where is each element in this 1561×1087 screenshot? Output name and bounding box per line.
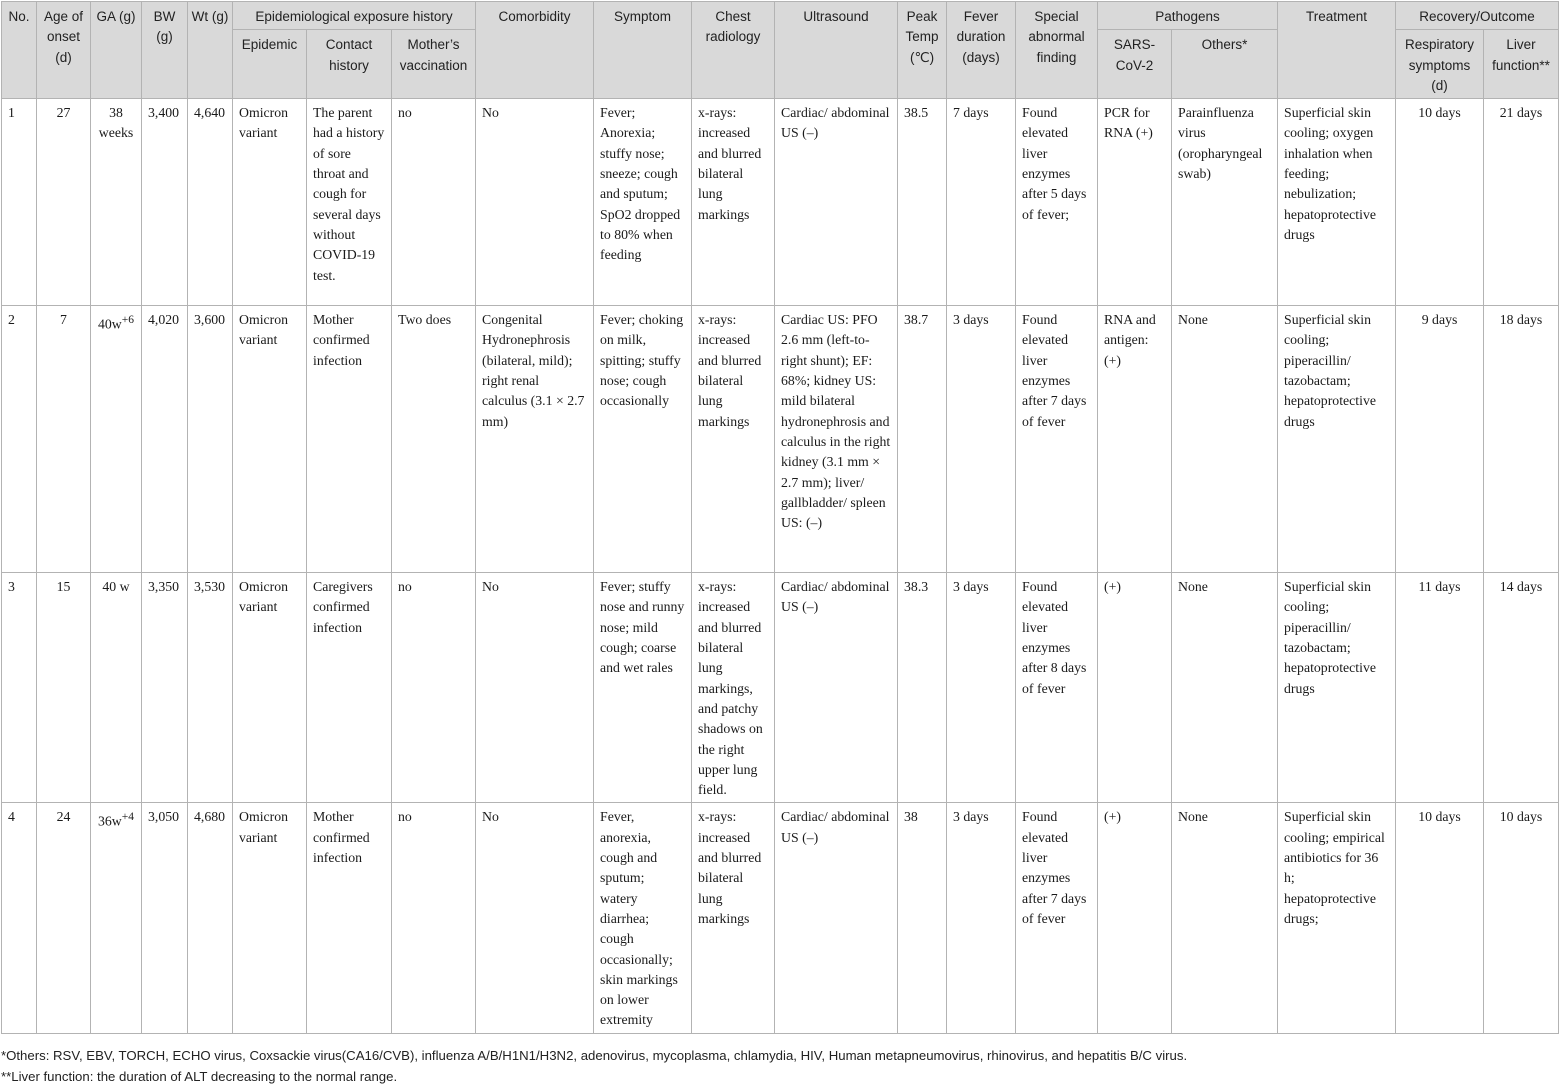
cell-symptom: Fever, anorexia, cough and sputum; watery diarrhea; cough occasionally; skin markings on lower extremity	[594, 803, 692, 1033]
cell-chest-radiology: x-rays: increased and blurred bilateral lung markings, and patchy shadows on the right upper lung field.	[692, 573, 775, 803]
header-sars-cov-2: SARS-CoV-2	[1098, 30, 1172, 99]
cell-liver-function: 10 days	[1484, 803, 1559, 1033]
cell-bw: 3,050	[142, 803, 188, 1033]
cell-age: 15	[37, 573, 91, 803]
header-peak-temp: Peak Temp (℃)	[898, 2, 947, 99]
cell-peak-temp: 38.5	[898, 99, 947, 306]
cell-treatment: Superficial skin cooling; piperacillin/ tazobactam; hepatoprotective drugs	[1278, 306, 1396, 573]
cell-liver-function: 14 days	[1484, 573, 1559, 803]
cell-ultrasound: Cardiac/ abdominal US (–)	[775, 99, 898, 306]
cell-sars-cov-2: PCR for RNA (+)	[1098, 99, 1172, 306]
cell-chest-radiology: x-rays: increased and blurred bilateral lung markings	[692, 803, 775, 1033]
cell-symptom: Fever; stuffy nose and runny nose; mild cough; coarse and wet rales	[594, 573, 692, 803]
cell-others: None	[1172, 573, 1278, 803]
table-row	[2, 573, 1559, 803]
cell-no: 3	[2, 573, 37, 803]
header-recovery-group: Recovery/Outcome	[1396, 2, 1559, 30]
cell-comorbidity: No	[476, 573, 594, 803]
ga-value: 38 weeks	[99, 105, 133, 140]
header-wt: Wt (g)	[188, 2, 233, 99]
header-age-of-onset: Age of onset (d)	[37, 2, 91, 99]
table-row	[2, 99, 1559, 306]
cell-ga	[91, 306, 142, 573]
cell-liver-function: 18 days	[1484, 306, 1559, 573]
cell-contact-history: Mother confirmed infection	[307, 306, 392, 573]
cell-comorbidity: Congenital Hydronephrosis (bilateral, mild); right renal calculus (3.1 × 2.7 mm)	[476, 306, 594, 573]
cell-comorbidity: No	[476, 803, 594, 1033]
cell-respiratory-symptoms: 9 days	[1396, 306, 1484, 573]
header-pathogens-group: Pathogens	[1098, 2, 1278, 30]
cell-wt: 4,680	[188, 803, 233, 1033]
cell-symptom: Fever; choking on milk, spitting; stuffy nose; cough occasionally	[594, 306, 692, 573]
header-treatment: Treatment	[1278, 2, 1396, 99]
cell-respiratory-symptoms: 11 days	[1396, 573, 1484, 803]
cell-respiratory-symptoms: 10 days	[1396, 803, 1484, 1033]
cell-treatment: Superficial skin cooling; piperacillin/ tazobactam; hepatoprotective drugs	[1278, 573, 1396, 803]
cell-wt: 3,530	[188, 573, 233, 803]
cell-vaccination: no	[392, 99, 476, 306]
cell-ga	[91, 99, 142, 306]
cell-contact-history: Caregivers confirmed infection	[307, 573, 392, 803]
cell-age: 7	[37, 306, 91, 573]
cell-epidemic: Omicron variant	[233, 99, 307, 306]
cell-fever-duration: 3 days	[947, 306, 1016, 573]
cell-epidemic: Omicron variant	[233, 306, 307, 573]
cell-others: None	[1172, 803, 1278, 1033]
header-row-top	[2, 2, 1559, 30]
cell-age: 27	[37, 99, 91, 306]
header-fever-duration: Fever duration (days)	[947, 2, 1016, 99]
cell-special-finding: Found elevated liver enzymes after 7 days of fever	[1016, 803, 1098, 1033]
footnote-liver-function: **Liver function: the duration of ALT decreasing to the normal range.	[1, 1067, 1187, 1087]
header-chest-radiology: Chest radiology	[692, 2, 775, 99]
ga-value: 36w	[98, 814, 122, 829]
cell-others: Parainfluenza virus (oropharyngeal swab)	[1172, 99, 1278, 306]
cell-bw: 3,400	[142, 99, 188, 306]
cell-wt: 4,640	[188, 99, 233, 306]
ga-superscript: +6	[122, 314, 134, 326]
header-respiratory-symptoms: Respiratory symptoms (d)	[1396, 30, 1484, 99]
cell-treatment: Superficial skin cooling; oxygen inhalation when feeding; nebulization; hepatoprotective drugs	[1278, 99, 1396, 306]
cell-special-finding: Found elevated liver enzymes after 5 days of fever;	[1016, 99, 1098, 306]
ga-value: 40w	[98, 317, 122, 332]
cell-others: None	[1172, 306, 1278, 573]
header-no: No.	[2, 2, 37, 99]
cell-bw: 3,350	[142, 573, 188, 803]
cell-ultrasound: Cardiac US: PFO 2.6 mm (left-to-right shunt); EF: 68%; kidney US: mild bilateral hydronephrosis and calculus in the right kidney (3.1 mm × 2.7 mm); liver/ gallbladder/ spleen US: (–)	[775, 306, 898, 573]
cell-fever-duration: 3 days	[947, 573, 1016, 803]
ga-value: 40 w	[102, 579, 129, 594]
cell-wt: 3,600	[188, 306, 233, 573]
cell-special-finding: Found elevated liver enzymes after 7 days of fever	[1016, 306, 1098, 573]
table-row	[2, 306, 1559, 573]
table-header	[2, 2, 1559, 99]
cell-ultrasound: Cardiac/ abdominal US (–)	[775, 573, 898, 803]
cell-fever-duration: 3 days	[947, 803, 1016, 1033]
cell-fever-duration: 7 days	[947, 99, 1016, 306]
header-epidemic: Epidemic	[233, 30, 307, 99]
header-ultrasound: Ultrasound	[775, 2, 898, 99]
cell-respiratory-symptoms: 10 days	[1396, 99, 1484, 306]
cell-vaccination: no	[392, 573, 476, 803]
cell-ga	[91, 803, 142, 1033]
cell-contact-history: Mother confirmed infection	[307, 803, 392, 1033]
cell-no: 2	[2, 306, 37, 573]
cell-peak-temp: 38.3	[898, 573, 947, 803]
cell-epidemic: Omicron variant	[233, 573, 307, 803]
cell-peak-temp: 38	[898, 803, 947, 1033]
cell-age: 24	[37, 803, 91, 1033]
cell-treatment: Superficial skin cooling; empirical antibiotics for 36 h; hepatoprotective drugs;	[1278, 803, 1396, 1033]
header-mothers-vaccination: Mother’s vaccination	[392, 30, 476, 99]
cell-symptom: Fever; Anorexia; stuffy nose; sneeze; cough and sputum; SpO2 dropped to 80% when feeding	[594, 99, 692, 306]
cell-sars-cov-2: (+)	[1098, 573, 1172, 803]
cell-vaccination: no	[392, 803, 476, 1033]
cell-sars-cov-2: RNA and antigen: (+)	[1098, 306, 1172, 573]
cell-peak-temp: 38.7	[898, 306, 947, 573]
header-others: Others*	[1172, 30, 1278, 99]
cell-liver-function: 21 days	[1484, 99, 1559, 306]
cell-vaccination: Two does	[392, 306, 476, 573]
header-epidemiological-group: Epidemiological exposure history	[233, 2, 476, 30]
cell-ga	[91, 573, 142, 803]
header-contact-history: Contact history	[307, 30, 392, 99]
cell-sars-cov-2: (+)	[1098, 803, 1172, 1033]
cell-ultrasound: Cardiac/ abdominal US (–)	[775, 803, 898, 1033]
header-special-finding: Special abnormal finding	[1016, 2, 1098, 99]
cell-bw: 4,020	[142, 306, 188, 573]
cell-no: 4	[2, 803, 37, 1033]
header-liver-function: Liver function**	[1484, 30, 1559, 99]
cell-chest-radiology: x-rays: increased and blurred bilateral lung markings	[692, 306, 775, 573]
cell-special-finding: Found elevated liver enzymes after 8 days of fever	[1016, 573, 1098, 803]
cell-comorbidity: No	[476, 99, 594, 306]
header-ga: GA (g)	[91, 2, 142, 99]
cell-no: 1	[2, 99, 37, 306]
header-comorbidity: Comorbidity	[476, 2, 594, 99]
cell-contact-history: The parent had a history of sore throat and cough for several days without COVID-19 test.	[307, 99, 392, 306]
header-bw: BW (g)	[142, 2, 188, 99]
cell-epidemic: Omicron variant	[233, 803, 307, 1033]
cell-chest-radiology: x-rays: increased and blurred bilateral lung markings	[692, 99, 775, 306]
ga-superscript: +4	[122, 811, 134, 823]
table-body	[2, 99, 1559, 1034]
table-footnotes	[1, 1046, 1187, 1087]
clinical-data-table	[1, 1, 1559, 1034]
header-symptom: Symptom	[594, 2, 692, 99]
footnote-others: *Others: RSV, EBV, TORCH, ECHO virus, Coxsackie virus(CA16/CVB), influenza A/B/H1N1/H3N2, adenovirus, mycoplasma, chlamydia, HIV, Human metapneumovirus, rhinovirus, and hepatitis B/C virus.	[1, 1046, 1187, 1067]
table-row	[2, 803, 1559, 1033]
